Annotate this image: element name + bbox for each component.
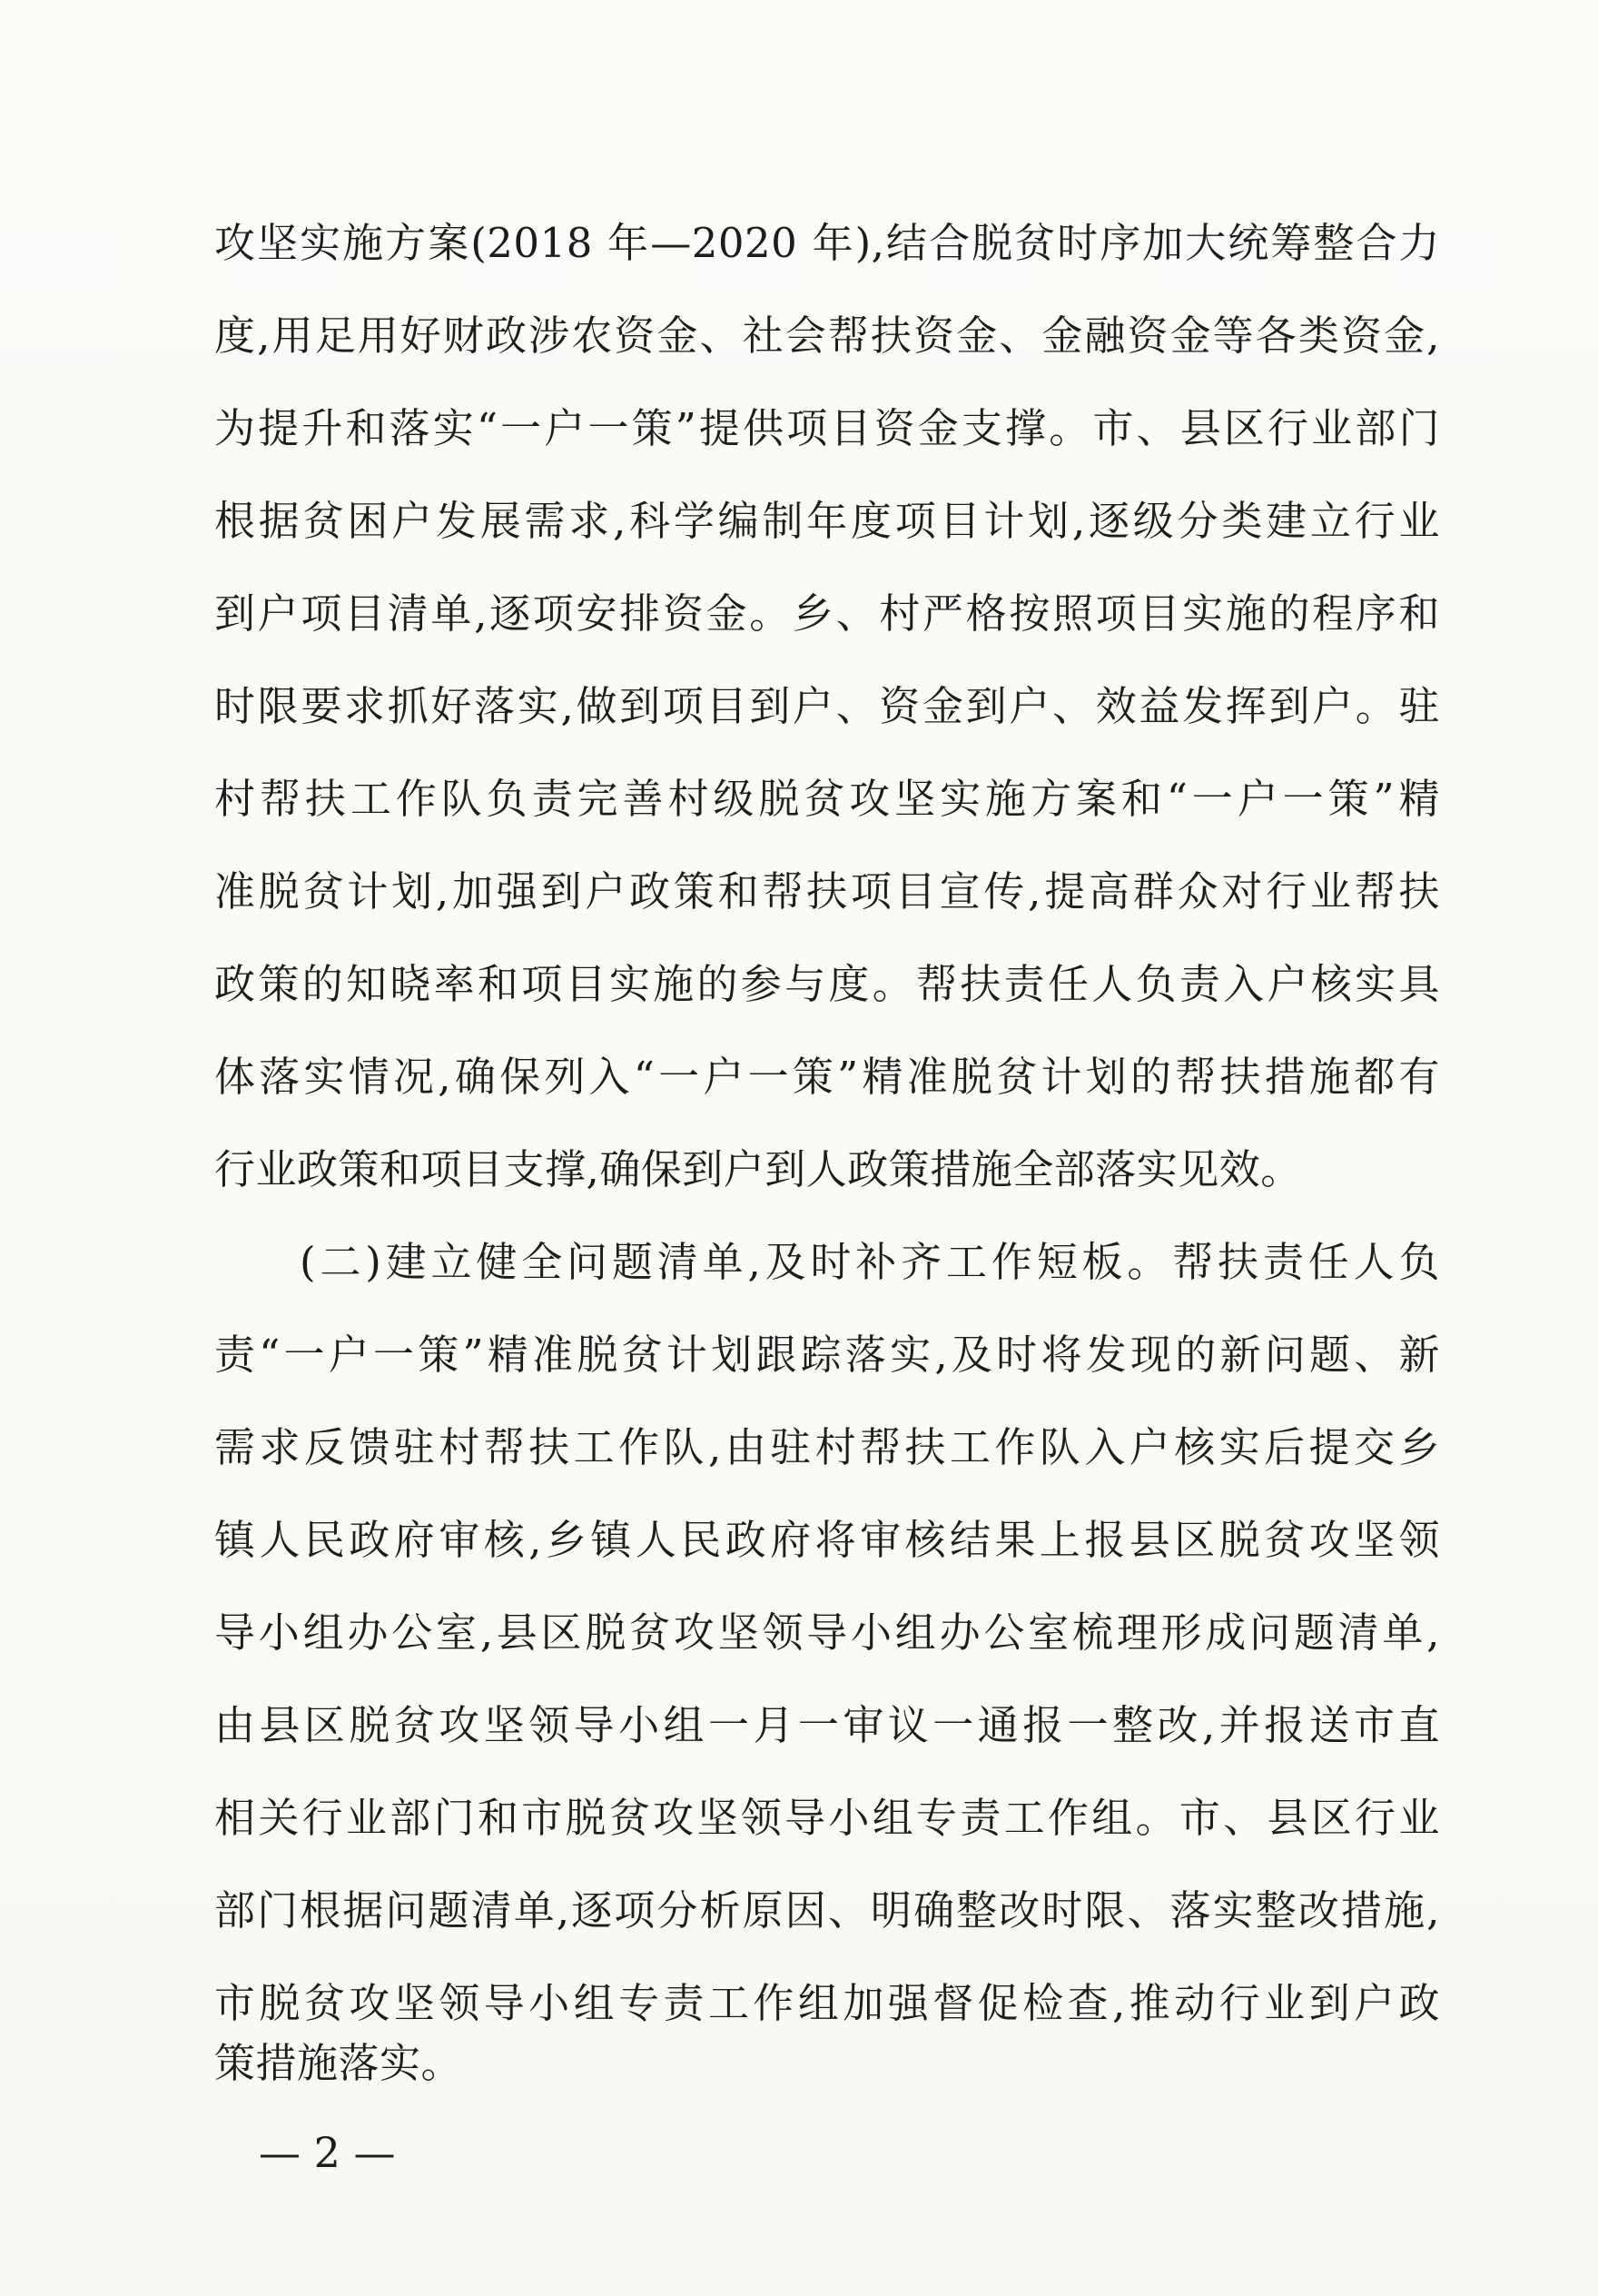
text-line-11: 行业政策和项目支撑,确保到户到人政策措施全部落实见效。 bbox=[214, 1145, 1302, 1193]
text-line-4: 根据贫困户发展需求,科学编制年度项目计划,逐级分类建立行业 bbox=[214, 497, 1440, 545]
text-line-19: 部门根据问题清单,逐项分析原因、明确整改时限、落实整改措施, bbox=[214, 1886, 1440, 1935]
text-line-1: 攻坚实施方案(2018 年—2020 年),结合脱贫时序加大统筹整合力 bbox=[214, 219, 1440, 267]
text-line-9: 政策的知晓率和项目实施的参与度。帮扶责任人负责入户核实具 bbox=[214, 960, 1440, 1008]
text-line-17: 由县区脱贫攻坚领导小组一月一审议一通报一整改,并报送市直 bbox=[214, 1701, 1440, 1749]
text-line-15: 镇人民政府审核,乡镇人民政府将审核结果上报县区脱贫攻坚领 bbox=[214, 1516, 1440, 1564]
page-number: — 2 — bbox=[259, 2128, 396, 2177]
text-line-10: 体落实情况,确保列入“一户一策”精准脱贫计划的帮扶措施都有 bbox=[214, 1053, 1440, 1101]
text-line-5: 到户项目清单,逐项安排资金。乡、村严格按照项目实施的程序和 bbox=[214, 589, 1440, 638]
text-line-14: 需求反馈驻村帮扶工作队,由驻村帮扶工作队入户核实后提交乡 bbox=[214, 1423, 1440, 1471]
text-line-13: 责“一户一策”精准脱贫计划跟踪落实,及时将发现的新问题、新 bbox=[214, 1331, 1440, 1379]
section-heading-line: (二)建立健全问题清单,及时补齐工作短板。帮扶责任人负 bbox=[300, 1238, 1440, 1286]
text-line-6: 时限要求抓好落实,做到项目到户、资金到户、效益发挥到户。驻 bbox=[214, 682, 1440, 730]
text-line-21: 策措施落实。 bbox=[214, 2039, 463, 2087]
text-line-20: 市脱贫攻坚领导小组专责工作组加强督促检查,推动行业到户政 bbox=[214, 1979, 1440, 2027]
text-line-16: 导小组办公室,县区脱贫攻坚领导小组办公室梳理形成问题清单, bbox=[214, 1608, 1440, 1657]
text-line-2: 度,用足用好财政涉农资金、社会帮扶资金、金融资金等各类资金, bbox=[214, 312, 1440, 360]
text-line-7: 村帮扶工作队负责完善村级脱贫攻坚实施方案和“一户一策”精 bbox=[214, 775, 1440, 823]
text-line-8: 准脱贫计划,加强到户政策和帮扶项目宣传,提高群众对行业帮扶 bbox=[214, 867, 1440, 915]
text-line-18: 相关行业部门和市脱贫攻坚领导小组专责工作组。市、县区行业 bbox=[214, 1794, 1440, 1842]
text-line-3: 为提升和落实“一户一策”提供项目资金支撑。市、县区行业部门 bbox=[214, 404, 1440, 452]
